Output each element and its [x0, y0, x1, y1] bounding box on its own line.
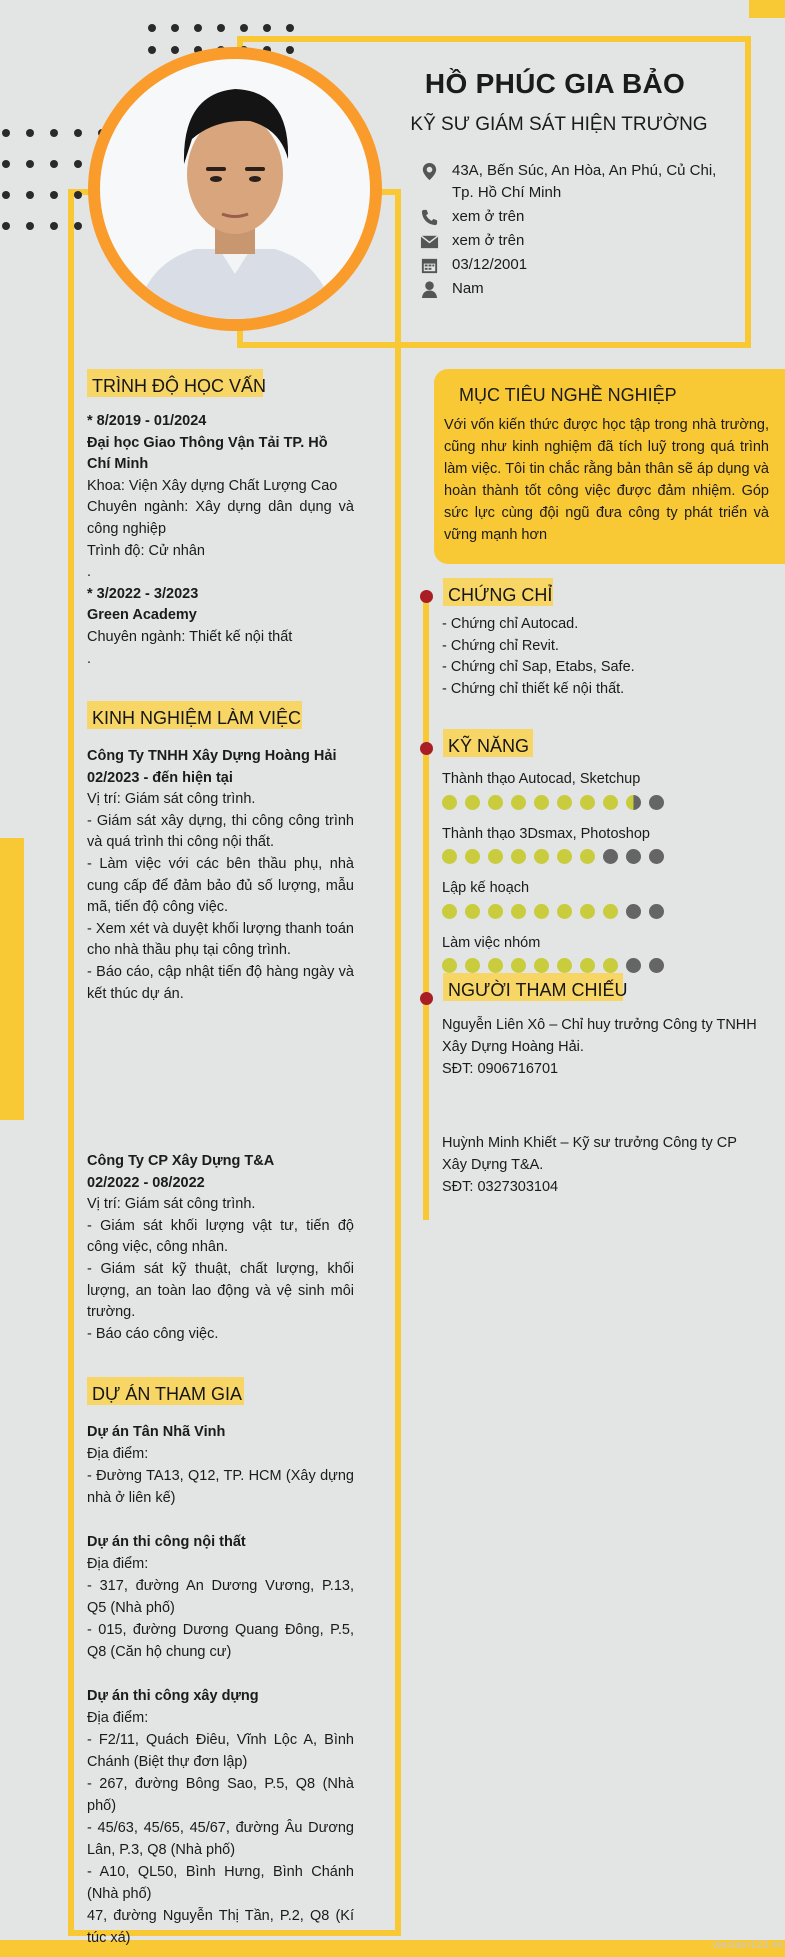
skill-item [442, 769, 762, 810]
project-name: Dự án Tân Nhã Vinh [87, 1424, 226, 1440]
experience-entry-2 [87, 1151, 354, 1345]
contact-address [420, 160, 740, 204]
skill-rating [442, 958, 762, 973]
project-name: Dự án thi công nội thất [87, 1534, 246, 1550]
project-line: Địa điểm: [87, 1710, 149, 1726]
reference-phone: SĐT: 0906716701 [442, 1061, 559, 1077]
project-entry [87, 1685, 354, 1949]
person-silhouette-icon [100, 59, 370, 319]
education-line: Khoa: Viện Xây dựng Chất Lượng Cao [87, 477, 338, 494]
education-line: Chuyên ngành: Thiết kế nội thất [87, 628, 293, 645]
project-line: - 015, đường Dương Quang Đông, P.5, Q8 (Căn hộ chung cư) [87, 1622, 354, 1660]
reference-entry [442, 1014, 762, 1080]
skill-dot [649, 795, 664, 810]
skill-dot [603, 958, 618, 973]
left-edge-accent [0, 838, 24, 1120]
work-line: - Làm việc với các bên thầu phụ, nhà cung cấp để đảm bảo đủ số lượng, mẫu mã, tiến độ công việc. [87, 855, 354, 916]
skill-dot [557, 904, 572, 919]
project-line: - Đường TA13, Q12, TP. HCM (Xây dựng nhà ở liên kế) [87, 1468, 354, 1506]
certificate-item: - Chứng chỉ Revit. [442, 637, 559, 654]
skill-dot [442, 904, 457, 919]
skill-rating [442, 904, 762, 919]
work-line: Vị trí: Giám sát công trình. [87, 791, 256, 808]
contact-email [420, 230, 740, 252]
education-period: * 8/2019 - 01/2024 [87, 413, 207, 429]
project-line: - 317, đường An Dương Vương, P.13, Q5 (Nhà phố) [87, 1578, 354, 1616]
education-line: . [87, 650, 92, 667]
email-icon [420, 230, 452, 252]
company-name: Công Ty CP Xây Dựng T&A [87, 1153, 275, 1169]
skill-dot [488, 849, 503, 864]
location-pin-icon [420, 160, 452, 182]
skill-item [442, 824, 762, 865]
skill-dot [626, 904, 641, 919]
full-name: HỒ PHÚC GIA BẢO [424, 68, 686, 99]
header-frame-right [745, 36, 751, 348]
skill-dot [465, 904, 480, 919]
project-line: - A10, QL50, Bình Hưng, Bình Chánh (Nhà phố) [87, 1864, 354, 1902]
education-entry [87, 411, 354, 584]
work-period: 02/2023 - đến hiện tại [87, 769, 233, 786]
phone-icon [420, 206, 452, 228]
reference-name: Huỳnh Minh Khiết – Kỹ sư trưởng Công ty CP Xây Dựng T&A. [442, 1135, 737, 1173]
contact-phone-text: xem ở trên [452, 208, 525, 225]
contact-gender [420, 278, 740, 300]
skills-list [442, 769, 762, 987]
skill-dot [534, 795, 549, 810]
skill-rating [442, 795, 762, 810]
education-line: Chuyên ngành: Xây dựng dân dụng và công nghiệp [87, 499, 354, 537]
skill-dot [511, 904, 526, 919]
skill-dot [580, 849, 595, 864]
skill-dot [603, 849, 618, 864]
skill-label: Lập kế hoạch [442, 880, 530, 897]
skill-dot [603, 795, 618, 810]
skill-dot [534, 904, 549, 919]
contact-phone [420, 206, 740, 228]
avatar [88, 47, 382, 331]
references-heading: NGƯỜI THAM CHIẾU [443, 973, 623, 1001]
skill-dot [511, 958, 526, 973]
contact-address-text: 43A, Bến Súc, An Hòa, An Phú, Củ Chi, Tp. Hồ Chí Minh [452, 162, 717, 201]
skill-dot [580, 795, 595, 810]
skill-dot [465, 795, 480, 810]
project-line: - 267, đường Bông Sao, P.5, Q8 (Nhà phố) [87, 1776, 354, 1814]
timeline-dot-references [420, 992, 433, 1005]
education-heading: TRÌNH ĐỘ HỌC VẤN [87, 369, 263, 397]
person-icon [420, 278, 452, 300]
main-frame-left [68, 189, 74, 1936]
skill-dot [649, 849, 664, 864]
project-line: - 45/63, 45/65, 45/67, đường Âu Dương Lân, P.3, Q8 (Nhà phố) [87, 1820, 354, 1858]
skill-label: Thành thạo Autocad, Sketchup [442, 771, 641, 787]
education-period: * 3/2022 - 3/2023 [87, 585, 199, 602]
skill-rating [442, 849, 762, 864]
career-objective-box [434, 369, 785, 564]
certificates-heading: CHỨNG CHỈ [443, 578, 553, 606]
project-line: 47, đường Nguyễn Thị Tần, P.2, Q8 (Kí túc xá) [87, 1908, 354, 1946]
skill-dot [488, 904, 503, 919]
reference-entry [442, 1132, 762, 1198]
experience-heading: KINH NGHIỆM LÀM VIỆC [87, 701, 302, 729]
timeline-dot-certificates [420, 590, 433, 603]
watermark: vieclam123.vn [712, 1939, 783, 1951]
contact-email-text: xem ở trên [452, 232, 525, 249]
skill-dot [488, 795, 503, 810]
work-line: - Báo cáo công việc. [87, 1325, 219, 1342]
projects-section [87, 1421, 354, 1949]
skill-dot [557, 795, 572, 810]
company-name: Công Ty TNHH Xây Dựng Hoàng Hải [87, 748, 337, 764]
certificate-item: - Chứng chỉ Sap, Etabs, Safe. [442, 659, 635, 676]
skill-dot [534, 849, 549, 864]
skill-dot [626, 795, 641, 810]
project-line: - F2/11, Quách Điêu, Vĩnh Lộc A, Bình Chánh (Biệt thự đơn lập) [87, 1732, 354, 1770]
work-line: - Giám sát xây dựng, thi công công trình và quá trình thi công nội thất. [87, 812, 354, 851]
skill-dot [511, 795, 526, 810]
skill-dot [511, 849, 526, 864]
top-right-accent [749, 0, 785, 18]
skill-label: Làm việc nhóm [442, 934, 541, 951]
skill-dot [442, 958, 457, 973]
education-entry [87, 584, 354, 670]
skill-dot [580, 958, 595, 973]
timeline-dot-skills [420, 742, 433, 755]
work-period: 02/2022 - 08/2022 [87, 1174, 205, 1191]
work-line: - Xem xét và duyệt khối lượng thanh toán cho nhà thầu phụ tại công trình. [87, 920, 354, 959]
projects-heading: DỰ ÁN THAM GIA [87, 1377, 244, 1405]
education-school: Đại học Giao Thông Vận Tải TP. Hồ Chí Minh [87, 434, 328, 473]
timeline-line [423, 598, 429, 1220]
skill-label: Thành thạo 3Dsmax, Photoshop [442, 825, 650, 842]
references-list [442, 1014, 762, 1198]
skill-dot [442, 849, 457, 864]
header-frame-top [237, 36, 751, 42]
education-section [87, 411, 354, 670]
job-title: KỸ SƯ GIÁM SÁT HIỆN TRƯỜNG [410, 114, 708, 135]
header-frame-bottom [237, 342, 751, 348]
project-line: Địa điểm: [87, 1446, 149, 1462]
objective-heading: MỤC TIÊU NGHỀ NGHIỆP [459, 385, 677, 405]
work-line: - Giám sát kỹ thuật, chất lượng, khối lượng, an toàn lao động và vệ sinh môi trường. [87, 1260, 354, 1321]
calendar-icon [420, 254, 452, 276]
work-line: - Báo cáo, cập nhật tiến độ hàng ngày và kết thúc dự án. [87, 963, 354, 1002]
skill-dot [649, 958, 664, 973]
main-frame-right [395, 189, 401, 1936]
skill-dot [626, 849, 641, 864]
education-line: Trình độ: Cử nhân [87, 542, 205, 559]
experience-entry-1 [87, 746, 354, 1005]
skill-dot [534, 958, 549, 973]
project-name: Dự án thi công xây dựng [87, 1688, 259, 1704]
certificate-item: - Chứng chỉ Autocad. [442, 616, 579, 632]
skill-dot [580, 904, 595, 919]
contact-birthday-text: 03/12/2001 [452, 256, 528, 273]
project-entry [87, 1421, 354, 1509]
skill-dot [649, 904, 664, 919]
skill-dot [442, 795, 457, 810]
skill-item [442, 933, 762, 974]
work-line: - Giám sát khối lượng vật tư, tiến độ công việc, công nhân. [87, 1217, 354, 1256]
work-line: Vị trí: Giám sát công trình. [87, 1196, 256, 1213]
reference-name: Nguyễn Liên Xô – Chỉ huy trưởng Công ty TNHH Xây Dựng Hoàng Hải. [442, 1017, 757, 1055]
contact-birthday [420, 254, 740, 276]
skill-dot [557, 849, 572, 864]
contact-info [420, 160, 740, 302]
skill-dot [557, 958, 572, 973]
skill-dot [488, 958, 503, 973]
skill-dot [465, 958, 480, 973]
avatar-photo [100, 59, 370, 319]
education-school: Green Academy [87, 607, 197, 624]
education-line: . [87, 564, 92, 581]
contact-gender-text: Nam [452, 280, 484, 297]
project-entry [87, 1531, 354, 1663]
skill-dot [603, 904, 618, 919]
objective-text: Với vốn kiến thức được học tập trong nhà trường, cũng như kinh nghiệm đã tích luỹ trong quá trình làm việc. Tôi tin chắc rằng bản thân sẽ áp dụng và hoàn thành tốt công việc được đảm nhiệm. Góp sức lực cùng đội ngũ đưa công ty phát triển và vững mạnh hơn [444, 417, 769, 543]
project-line: Địa điểm: [87, 1556, 149, 1572]
skill-dot [465, 849, 480, 864]
certificates-list [442, 614, 762, 700]
skill-item [442, 878, 762, 919]
reference-phone: SĐT: 0327303104 [442, 1179, 559, 1195]
skill-dot [626, 958, 641, 973]
certificate-item: - Chứng chỉ thiết kế nội thất. [442, 680, 625, 697]
skills-heading: KỸ NĂNG [443, 729, 533, 757]
